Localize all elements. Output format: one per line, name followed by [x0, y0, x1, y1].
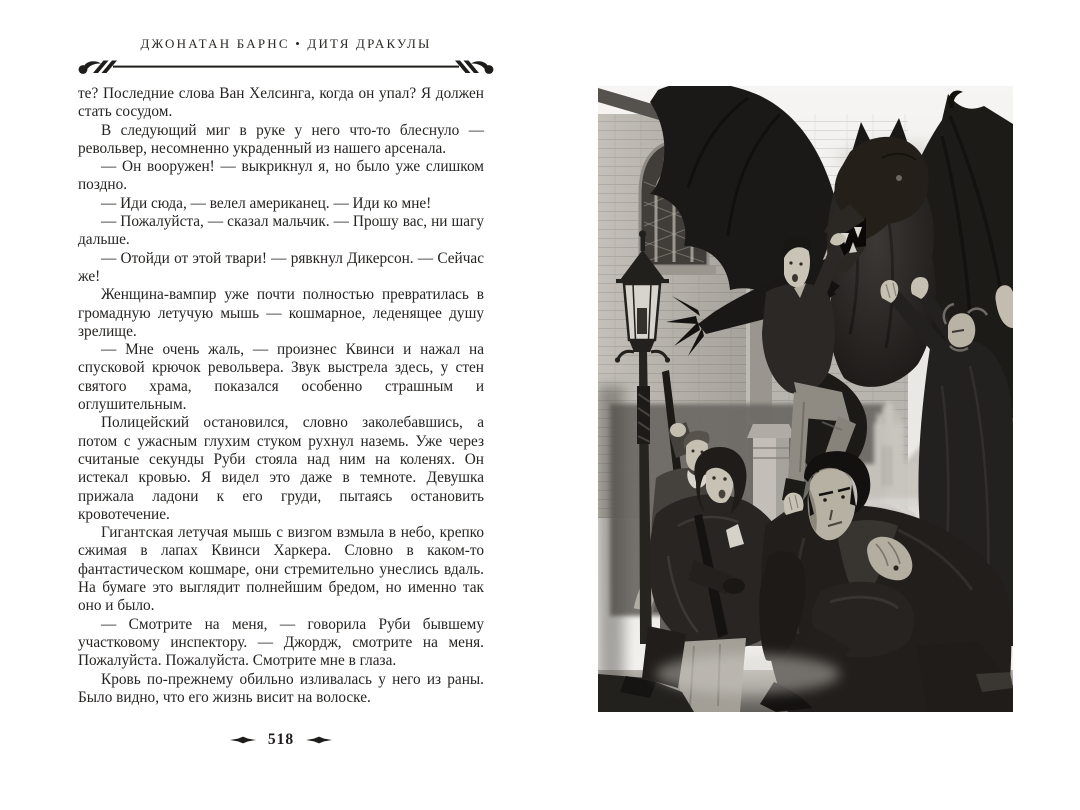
book-illustration	[598, 86, 1013, 712]
paragraph: — Иди сюда, — велел американец. — Иди ко мне!	[101, 194, 432, 212]
paragraph: Полицейский остановился, словно заколебавшись, а потом с ужасным глухим стуком рухнул наземь. Уже через считаные секунды Руби стояла над ним на коленях. Он истекал кровью. Я видел это даже в темноте. Девушка прижала ладони к его груди, пытаясь остановить кровотечение.	[78, 414, 484, 523]
header-rule-ornament	[76, 56, 496, 80]
paragraph: — Смотрите на меня, — говорила Руби бывшему участковому инспектору. — Джордж, смотрите на меня. Пожалуйста. Пожалуйста. Смотрите мне в глаза.	[78, 615, 484, 670]
paragraph: Женщина-вампир уже почти полностью превратилась в громадную летучую мышь — кошмарное, леденящее душу зрелище.	[78, 286, 484, 340]
body-text	[78, 85, 484, 707]
running-head: ДЖОНАТАН БАРНС • ДИТЯ ДРАКУЛЫ	[140, 36, 432, 51]
paragraph: — Он вооружен! — выкрикнул я, но было уже слишком поздно.	[78, 158, 484, 194]
page-number: 518	[267, 731, 295, 748]
paragraph: — Пожалуйста, — сказал мальчик. — Прошу вас, ни шагу дальше.	[78, 213, 484, 249]
paragraph: — Мне очень жаль, — произнес Квинси и нажал на спусковой крючок револьвера. Звук выстрела здесь, у стен святого храма, показался особенно страшным и оглушительным.	[78, 341, 484, 414]
paragraph: Кровь по-прежнему обильно изливалась у него из раны. Было видно, что его жизнь висит на волоске.	[78, 670, 484, 706]
paragraph: — Отойди от этой твари! — рявкнул Дикерсон. — Сейчас же!	[78, 249, 484, 285]
page-footer	[78, 729, 484, 751]
page-number-ornament-right	[306, 736, 332, 744]
page-number-ornament-left	[230, 736, 256, 744]
paragraph: те? Последние слова Ван Хелсинга, когда он упал? Я должен стать сосудом.	[78, 85, 484, 121]
paragraph: Гигантская летучая мышь с визгом взмыла в небо, крепко сжимая в лапах Квинси Харкера. Словно в каком-то фантастическом кошмаре, они стремительно унеслись вдаль. На бумаге это выглядит полнейшим бредом, но именно так оно и было.	[78, 524, 484, 615]
paragraph: В следующий миг в руке у него что-то блеснуло — револьвер, несомненно украденный из нашего арсенала.	[78, 121, 484, 157]
